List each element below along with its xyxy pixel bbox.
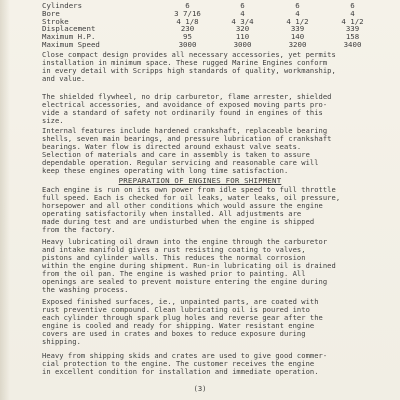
spec-label: Cylinders: [42, 1, 83, 10]
spec-row: [42, 10, 382, 18]
spec-value: 320: [235, 24, 250, 34]
spec-value: 3000: [233, 39, 252, 49]
spec-value: 339: [345, 24, 360, 34]
spec-value: 110: [235, 32, 250, 42]
paragraph-safety: The shielded flywheel, no drip carburetor, flame arrester, shielded electrical accessories, and avoidance of exposed moving parts pro- vide a standard of safety not ordinarily found in engines of this size.: [42, 92, 332, 126]
page-number: (3): [193, 384, 207, 393]
spec-label: Stroke: [42, 16, 69, 26]
spec-value: 339: [290, 24, 305, 34]
spec-label: Maximum Speed: [42, 39, 100, 49]
paragraph-crating: Heavy from shipping skids and crates are used to give good commer- cial protection to the engine. The customer receives the engine in excellent condition for installation and immediate operation.: [42, 351, 328, 377]
spec-label: Maximum H.P.: [42, 32, 96, 42]
spec-row: [42, 41, 382, 49]
section-heading: PREPARATION OF ENGINES FOR SHIPMENT: [118, 176, 282, 185]
spec-value: 95: [183, 32, 192, 42]
paragraph-engine-test: Each engine is run on its own power from idle speed to full throttle full speed. Each is checked for oil leaks, water leaks, oil pressure, horsepower and all other conditions which would assure the engine operating satisfactorily when installed. All adjustments are made during test and are undisturbed when the engine is shipped from the factory.: [42, 185, 341, 235]
spec-value: 6: [240, 1, 245, 10]
paragraph-lubrication: Heavy lubricating oil drawn into the engine through the carburetor and intake manifold gives a rust resisting coating to valves, pistons and cylinder walls. This reduces the normal corrosion within the engine during shipment. Run-in lubricating oil is drained from the oil pan. The engine is washed prior to painting. All openings are sealed to prevent moisture entering the engine during the washing process.: [42, 237, 336, 295]
spec-value: 6: [350, 1, 355, 10]
spec-value: 140: [290, 32, 305, 42]
spec-label: Displacement: [42, 24, 96, 34]
paragraph-rust-prevention: Exposed finished surfaces, ie., unpainted parts, are coated with rust preventive compound. Clean lubricating oil is poured into each cylinder through spark plug holes and reverse gear after the engine is cooled and ready for shipping. Water resistant engine covers are used in crates and boxes to reduce exposure during shipping.: [42, 297, 323, 347]
spec-row: [42, 2, 382, 10]
spec-value: 4: [350, 8, 355, 18]
spec-value: 4 1/8: [176, 16, 199, 26]
spec-table: [42, 2, 382, 49]
spec-value: 4 1/2: [341, 16, 364, 26]
spec-label: Bore: [42, 8, 60, 18]
spec-value: 4 1/2: [286, 16, 309, 26]
spec-value: 230: [180, 24, 195, 34]
spec-value: 6: [185, 1, 190, 10]
spec-value: 3000: [178, 39, 197, 49]
spec-value: 158: [345, 32, 360, 42]
spec-value: 4 3/4: [231, 16, 254, 26]
spec-value: 3200: [288, 39, 307, 49]
binding-shadow: [0, 0, 10, 400]
paragraph-internal-features: Internal features include hardened crankshaft, replaceable bearing shells, seven main bearings, and pressure lubrication of crankshaft bearings. Water flow is directed around exhaust valve seats. Selection of materials and care in assembly is taken to assure dependable operation. Regular servicing and reasonable care will keep these engines operating with long time satisfaction.: [42, 126, 332, 176]
spec-value: 3400: [343, 39, 362, 49]
spec-value: 3 7/16: [174, 8, 201, 18]
spec-value: 6: [295, 1, 300, 10]
paragraph-design: Close compact design provides all necessary accessories, yet permits installation in minimum space. These rugged Marine Engines conform in every detail with Scripps high standards of quality, workmanship, and value.: [42, 50, 336, 84]
spec-value: 4: [240, 8, 245, 18]
spec-value: 4: [295, 8, 300, 18]
